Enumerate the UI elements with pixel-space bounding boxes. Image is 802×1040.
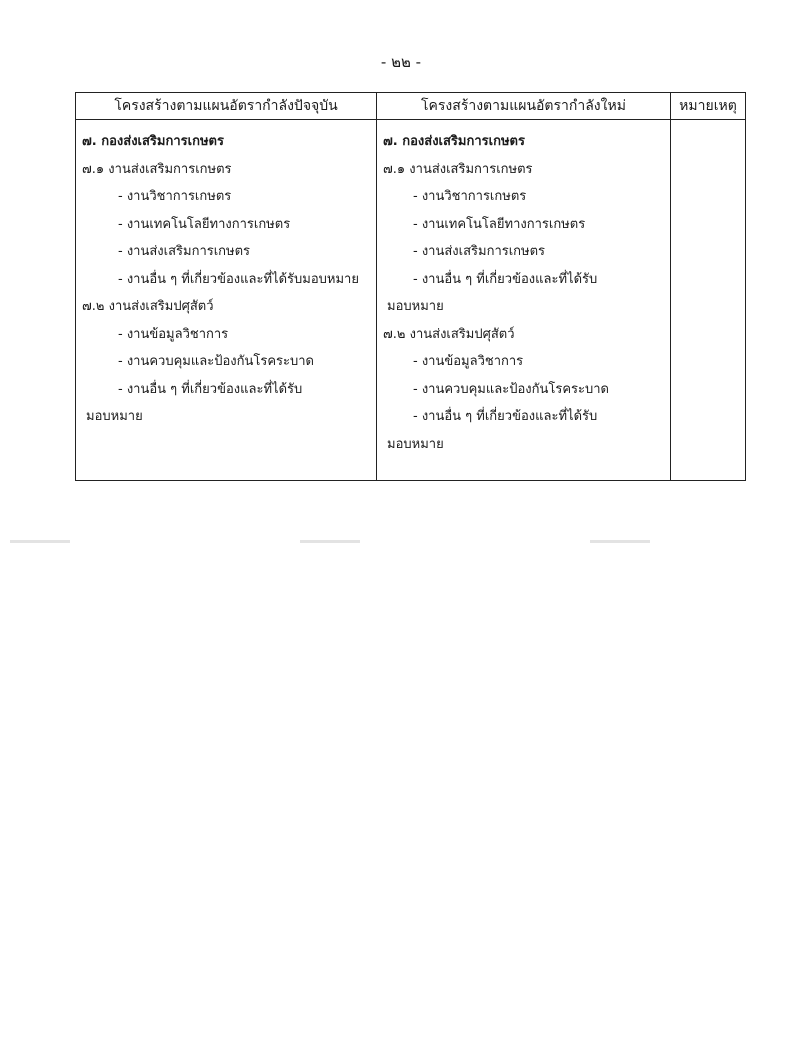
current-item-continuation: มอบหมาย [86,409,143,424]
scan-artifact [300,540,360,543]
new-section-item: - งานส่งเสริมการเกษตร [413,244,546,259]
current-section-item: - งานอื่น ๆ ที่เกี่ยวข้องและที่ได้รับมอบหมาย [118,271,359,287]
scan-artifact [10,540,70,543]
new-section-item: - งานอื่น ๆ ที่เกี่ยวข้องและที่ได้รับ [413,409,598,424]
current-section-item: - งานวิชาการเกษตร [118,189,232,204]
header-remarks: หมายเหตุ [671,93,746,120]
current-division-title: ๗. กองส่งเสริมการเกษตร [82,134,224,149]
current-section-item: - งานเทคโนโลยีทางการเกษตร [118,216,291,232]
remarks-cell [671,120,746,481]
current-section-title: ๗.๒ งานส่งเสริมปศุสัตว์ [82,299,214,314]
header-new-structure: โครงสร้างตามแผนอัตรากำลังใหม่ [377,93,671,120]
new-section-item: - งานเทคโนโลยีทางการเกษตร [413,216,586,232]
new-structure-cell [377,120,671,481]
scan-artifact [590,540,650,543]
current-section-title: ๗.๑ งานส่งเสริมการเกษตร [82,161,232,177]
page-number: - ๒๒ - [380,53,422,71]
current-section-item: - งานส่งเสริมการเกษตร [118,244,251,259]
new-item-continuation: มอบหมาย [387,436,444,452]
table-body-row [76,120,746,481]
current-section-item: - งานอื่น ๆ ที่เกี่ยวข้องและที่ได้รับ [118,381,303,397]
current-section-item: - งานควบคุมและป้องกันโรคระบาด [118,354,314,369]
current-section-item: - งานข้อมูลวิชาการ [118,326,229,342]
table-header-row [76,93,746,120]
new-division-title: ๗. กองส่งเสริมการเกษตร [383,134,525,149]
new-section-item: - งานอื่น ๆ ที่เกี่ยวข้องและที่ได้รับ [413,271,598,287]
new-item-continuation: มอบหมาย [387,299,444,314]
new-section-title: ๗.๑ งานส่งเสริมการเกษตร [383,161,533,177]
new-section-item: - งานวิชาการเกษตร [413,189,527,204]
new-section-item: - งานข้อมูลวิชาการ [413,354,524,369]
header-current-structure: โครงสร้างตามแผนอัตรากำลังปัจจุบัน [76,93,377,120]
structure-comparison-table [75,92,746,481]
current-structure-cell [76,120,377,481]
new-section-item: - งานควบคุมและป้องกันโรคระบาด [413,381,609,397]
new-section-title: ๗.๒ งานส่งเสริมปศุสัตว์ [383,326,515,342]
